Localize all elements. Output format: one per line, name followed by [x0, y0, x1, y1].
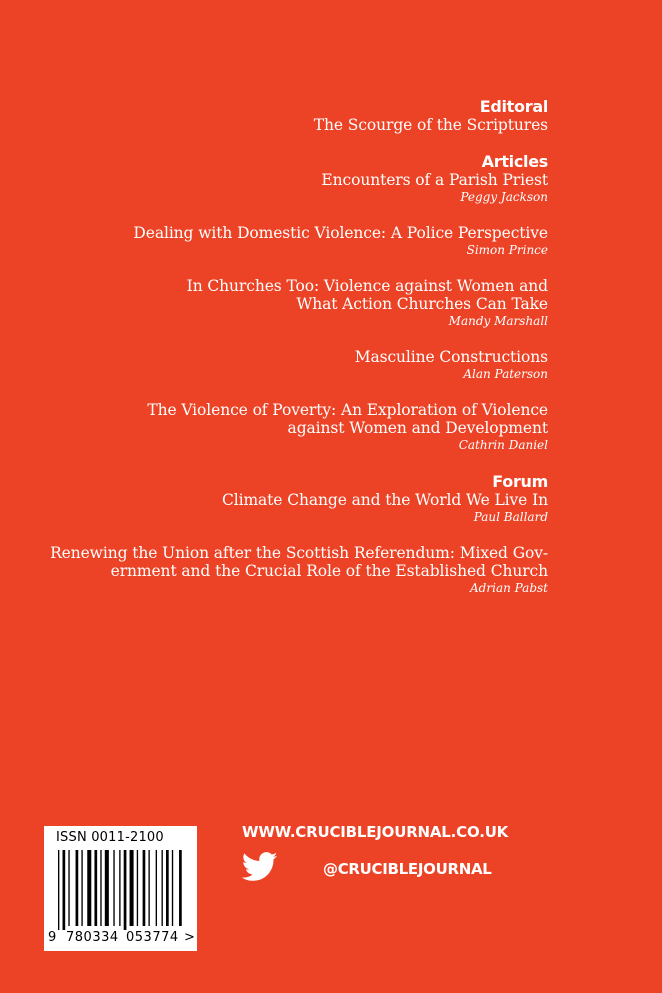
entry-title-line: Encounters of a Parish Priest [321, 171, 548, 189]
toc-entry [50, 171, 548, 206]
entry-title-line: Climate Change and the World We Live In [221, 491, 548, 509]
barcode-bar [76, 850, 79, 926]
barcode-bar [113, 850, 114, 926]
section-heading: Editoral [479, 97, 548, 116]
barcode-bar [179, 850, 182, 926]
entry-title [50, 491, 548, 509]
entry-title [50, 171, 548, 189]
entry-author: Cathrin Daniel [458, 438, 548, 452]
entry-title [50, 401, 548, 437]
website-link[interactable]: WWW.CRUCIBLEJOURNAL.CO.UK [242, 823, 509, 841]
barcode-bar [68, 850, 69, 926]
barcode-digit-first: 9 [48, 930, 57, 945]
entry-title-line: Renewing the Union after the Scottish Referendum: Mixed Gov- [50, 544, 548, 562]
barcode-bar [58, 850, 59, 930]
entry-title-line: In Churches Too: Violence against Women and [186, 277, 548, 295]
barcode-digits-group2: 053774 [126, 930, 179, 945]
barcode-bar [63, 850, 66, 930]
barcode-digits-group1: 780334 [66, 930, 119, 945]
entry-author: Alan Paterson [463, 367, 548, 381]
barcode-bar [143, 850, 146, 926]
entry-author: Peggy Jackson [460, 190, 548, 204]
issn-label: ISSN 0011-2100 [56, 830, 164, 845]
toc-entry [50, 116, 548, 134]
barcode-bar [156, 850, 157, 926]
barcode-bar [137, 850, 138, 926]
entry-title-line: The Violence of Poverty: An Exploration of Violence [147, 401, 548, 419]
barcode-bar [130, 850, 134, 926]
entry-author: Simon Prince [466, 243, 548, 257]
entry-title [50, 224, 548, 242]
entry-author: Paul Ballard [473, 510, 548, 524]
toc-entry [50, 544, 548, 597]
twitter-handle[interactable]: @CRUCIBLEJOURNAL [323, 860, 492, 878]
section-heading: Forum [492, 472, 548, 491]
toc-section [50, 97, 548, 134]
twitter-bird-icon [242, 852, 278, 882]
entry-author: Mandy Marshall [448, 314, 548, 328]
toc-section [50, 152, 548, 454]
toc-entry [50, 401, 548, 454]
section-heading: Articles [481, 152, 548, 171]
entry-title-line: What Action Churches Can Take [296, 295, 548, 313]
toc-entry [50, 224, 548, 259]
barcode-bar [166, 850, 169, 926]
toc-entry [50, 491, 548, 526]
barcode-end-mark: > [184, 930, 196, 945]
entry-title [50, 348, 548, 366]
barcode-bars [58, 850, 184, 930]
table-of-contents [50, 97, 548, 597]
entry-author: Adrian Pabst [470, 581, 548, 595]
barcode-bar [148, 850, 149, 926]
barcode-bar [162, 850, 163, 926]
entry-title-line: The Scourge of the Scriptures [313, 116, 548, 134]
barcode-bar [119, 850, 120, 926]
entry-title-line: against Women and Development [287, 419, 548, 437]
barcode-bar [100, 850, 101, 926]
barcode-bar [172, 850, 173, 926]
entry-title [50, 277, 548, 313]
barcode-bar [94, 850, 97, 926]
entry-title [50, 544, 548, 580]
entry-title [50, 116, 548, 134]
entry-title-line: Masculine Constructions [354, 348, 548, 366]
barcode-bar [105, 850, 109, 926]
entry-title-line: ernment and the Crucial Role of the Established Church [110, 562, 548, 580]
barcode [44, 826, 197, 951]
entry-title-line: Dealing with Domestic Violence: A Police Perspective [133, 224, 548, 242]
toc-entry [50, 348, 548, 383]
barcode-bar [124, 850, 127, 930]
toc-section [50, 472, 548, 597]
toc-entry [50, 277, 548, 330]
barcode-bar [87, 850, 91, 926]
barcode-bar [81, 850, 82, 926]
